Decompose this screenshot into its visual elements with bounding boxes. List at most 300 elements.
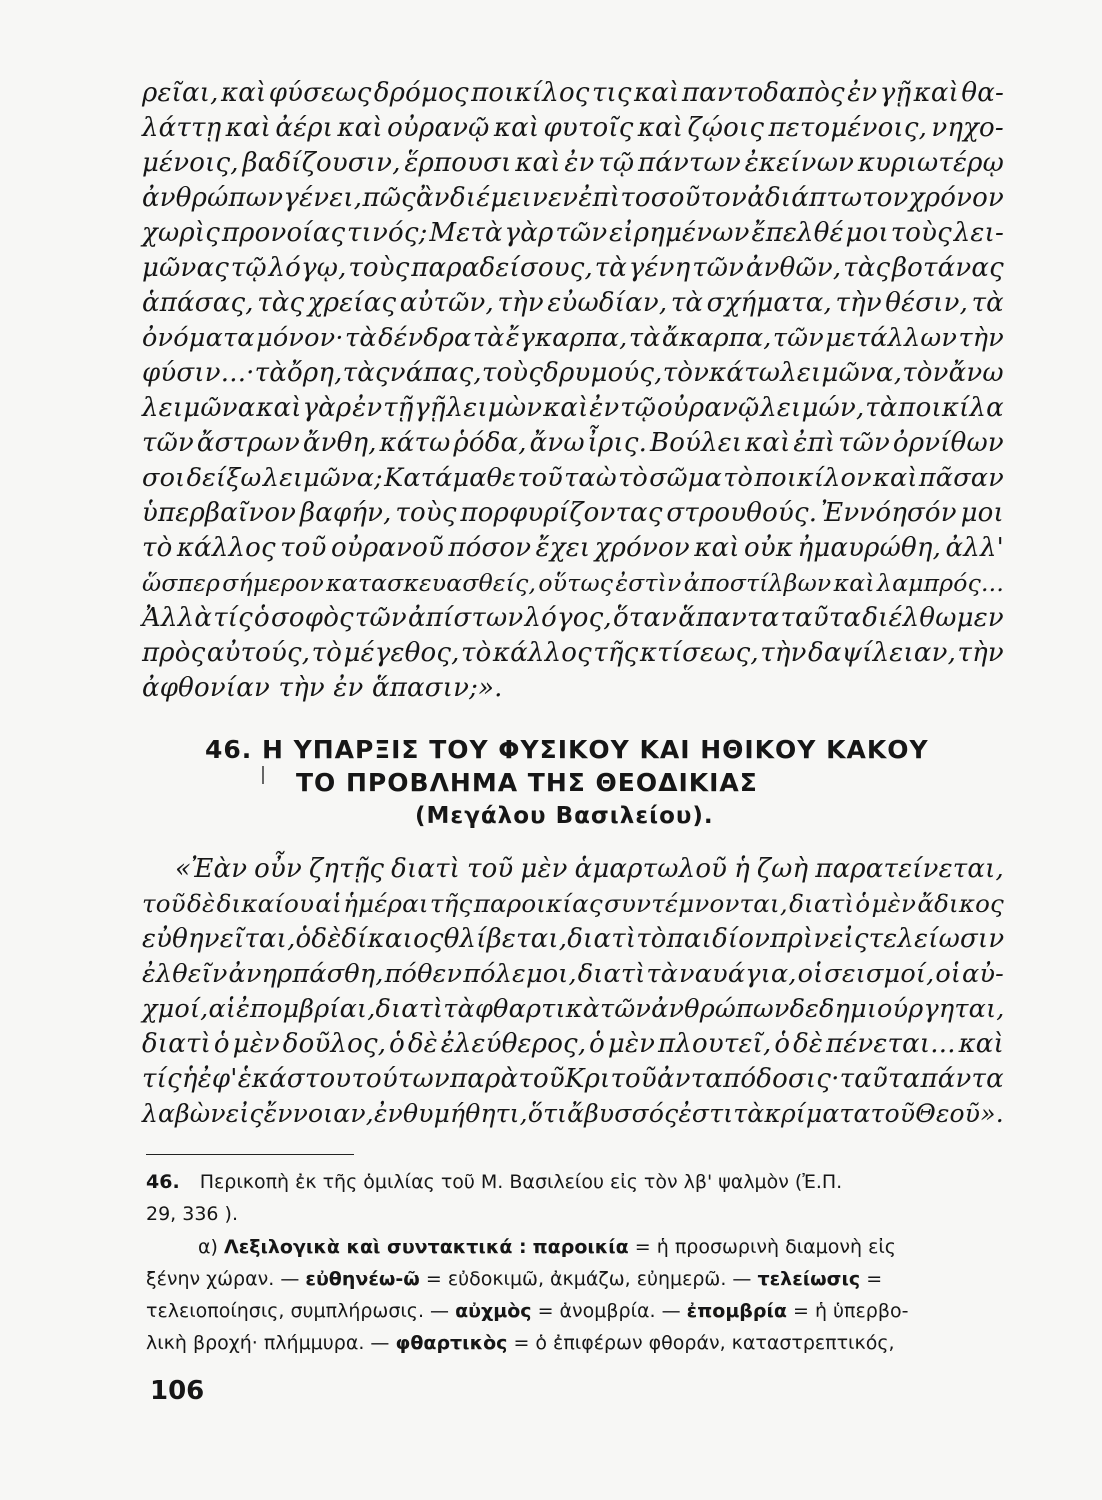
word: ἄδικος <box>917 889 1004 918</box>
word: γὰρ <box>504 218 554 248</box>
word: χρόνον <box>908 183 1004 213</box>
word: πόλεμοι, <box>463 959 577 989</box>
word: φθαρτικὰ <box>474 994 601 1024</box>
word: τὰ <box>254 358 287 388</box>
word: ἐλθεῖν <box>142 959 228 989</box>
word: τῷ <box>230 253 267 283</box>
word: ἐστι <box>678 1099 734 1128</box>
word: τὸ <box>636 924 667 954</box>
word: στρουθούς. <box>666 498 818 528</box>
term: παροικία <box>532 1236 629 1258</box>
text-line <box>175 852 1004 886</box>
definition: ξένην χώραν. — <box>146 1268 300 1290</box>
word: ἂν <box>416 183 450 213</box>
word: λειμῶνα; <box>262 463 383 493</box>
word: τῷ <box>620 393 657 423</box>
word: ἐστὶν <box>615 569 682 597</box>
word: ὅτι <box>527 1099 568 1128</box>
text-line <box>142 426 1004 460</box>
word: Μετὰ <box>429 218 503 248</box>
word: δικαίου <box>216 889 315 918</box>
word: λόγῳ, <box>268 253 347 283</box>
word: βαδίζουσιν, <box>242 148 401 178</box>
word: «Ἐὰν <box>175 854 248 884</box>
word: εἰς <box>225 1099 264 1128</box>
word: κάλλος <box>176 533 276 563</box>
word: ἶρις. <box>587 428 648 458</box>
word: ἄκαρπα, <box>661 323 772 353</box>
word: ρεῖαι, <box>142 78 219 108</box>
term: φθαρτικὸς <box>395 1332 508 1354</box>
word: ναυάγια, <box>679 959 797 989</box>
term: ἐπομβρία <box>686 1300 787 1322</box>
word: τὴν <box>957 638 1004 668</box>
word: καὶ <box>221 78 267 108</box>
word: διατὶ <box>391 854 461 884</box>
word: πῶς <box>362 183 416 213</box>
word: τῶν <box>772 323 824 353</box>
word: μοι <box>960 498 1004 528</box>
word: ὁ <box>389 1029 405 1059</box>
word: ἔπελθέ <box>751 218 844 248</box>
word: γῇ <box>414 393 446 423</box>
word: νηχο- <box>931 113 1004 143</box>
text-line <box>142 887 1004 921</box>
footnote-label: α) <box>198 1236 218 1258</box>
footnote-line <box>146 1265 1004 1293</box>
term: τελείωσις <box>757 1268 861 1290</box>
word: ὄρη, <box>287 358 343 388</box>
word: δίκαιος <box>341 924 444 954</box>
word: μὲν <box>607 1029 656 1059</box>
word: τῶν <box>142 428 194 458</box>
word: παρὰ <box>449 1064 519 1094</box>
word: ἐπομβρίαι, <box>236 994 376 1024</box>
text-line <box>142 111 1004 145</box>
word: ἀποστίλβων <box>683 569 832 597</box>
word: διατὶ <box>567 924 637 954</box>
definition: = ὁ ἐπιφέρων φθοράν, καταστρεπτικός, <box>513 1332 895 1354</box>
word: ὁ <box>589 1029 606 1059</box>
word: οὐρανοῦ <box>331 533 444 563</box>
word: προνοίας <box>221 218 346 248</box>
word: φύσεως <box>268 78 372 108</box>
word: τὸ <box>618 463 648 493</box>
text-line <box>142 601 1004 635</box>
footnote-number: 46. <box>146 1171 180 1193</box>
footnote-line <box>146 1297 1004 1325</box>
text-line <box>142 76 1004 110</box>
word: δοῦλος, <box>282 1029 387 1059</box>
word: διέμεινεν <box>449 183 579 213</box>
word: τὰ <box>472 323 505 353</box>
word: τοῦ <box>467 854 514 884</box>
word: ἀδιάπτωτον <box>747 183 909 213</box>
word: ζητῇς <box>308 854 385 884</box>
word: τὴν <box>835 288 882 318</box>
word: ἔννοιαν, <box>263 1099 374 1128</box>
word: ἐπὶ <box>578 183 621 213</box>
word: οὐκ <box>744 533 794 563</box>
word: λειμῶνα <box>142 393 256 423</box>
word: θα- <box>961 78 1004 108</box>
word: καὶ <box>634 78 680 108</box>
definition: = εὐδοκιμῶ, ἀκμάζω, εὐημερῶ. — <box>425 1268 752 1290</box>
word: ὁ <box>774 1029 791 1059</box>
term: αὐχμὸς <box>455 1300 532 1322</box>
word: τὸ <box>461 638 492 668</box>
word: διέλθωμεν <box>862 603 1004 633</box>
word: εὐωδίαν, <box>547 288 668 318</box>
definition: = ἡ προσωρινὴ διαμονὴ εἰς <box>634 1236 896 1258</box>
word: ὅταν <box>612 603 678 633</box>
word: παιδίον <box>666 924 771 954</box>
word: ἄνθη, <box>302 428 377 458</box>
word: ἐπὶ <box>793 428 836 458</box>
word: ταῦτα <box>780 603 862 633</box>
word: καὶ <box>256 393 302 423</box>
text-line <box>142 356 1004 390</box>
word: γῇ <box>879 78 912 108</box>
word: μὲν <box>871 889 917 918</box>
word: ἀλλ' <box>945 533 1004 563</box>
word: καὶ <box>515 148 561 178</box>
word: παροικίας <box>473 889 603 918</box>
word: πᾶσαν <box>918 463 1004 493</box>
word: δὲ <box>311 924 342 954</box>
word: χρόνον <box>594 533 690 563</box>
word: καὶ <box>913 78 960 108</box>
word: τὰ <box>971 288 1004 318</box>
word: τὰ <box>865 393 898 423</box>
word: λειμών, <box>760 393 865 423</box>
word: τοσοῦτον <box>620 183 748 213</box>
definition: λικὴ βροχή· πλήμμυρα. — <box>146 1332 390 1354</box>
word: ἐκείνων <box>744 148 855 178</box>
word: πρὶν <box>770 924 830 954</box>
text-line <box>142 391 1004 425</box>
word: δείξω <box>186 463 262 493</box>
word: σχήματα, <box>706 288 832 318</box>
word: τῆς <box>593 638 639 668</box>
word: δὲ <box>187 889 216 918</box>
word: δένδρα <box>378 323 472 353</box>
word: Ἐννόησόν <box>820 498 957 528</box>
word: τὰς <box>843 253 891 283</box>
word: ἡμέραι <box>343 889 429 918</box>
word: συντέμνονται, <box>604 889 788 918</box>
word: παρατείνεται, <box>815 854 1004 884</box>
word: ἐνθυμήθητι, <box>373 1099 528 1128</box>
text-line <box>142 181 1004 215</box>
word: λάττῃ <box>142 113 222 143</box>
word: πορφυρίζοντας <box>460 498 663 528</box>
word: τὰ <box>733 1099 765 1128</box>
word: χμοί, <box>142 994 209 1024</box>
word: κάτω <box>379 428 451 458</box>
word: πάντων <box>637 148 742 178</box>
word: διατὶ <box>577 959 646 989</box>
definition: = <box>866 1268 883 1290</box>
word: σήμερον <box>222 569 324 597</box>
word: κάλλος <box>492 638 592 668</box>
word: ἄστρων <box>196 428 301 458</box>
word: τὴν <box>760 638 807 668</box>
word: ζωὴ <box>756 854 809 884</box>
word: ἀπίστων <box>408 603 524 633</box>
word: καὶ <box>745 428 791 458</box>
word: ποικίλος <box>471 78 590 108</box>
word: τὰς <box>342 358 390 388</box>
word: ὁ <box>254 603 270 633</box>
word: ἑκάστου <box>237 1064 352 1094</box>
text-line <box>142 922 1004 956</box>
word: σῶμα <box>649 463 722 493</box>
footnote-text: Περικοπὴ ἐκ τῆς ὁμιλίας τοῦ Μ. Βασιλείου εἰς τὸν λβ' ψαλμὸν (Ἐ.Π. <box>199 1171 843 1193</box>
word: δαψίλειαν, <box>808 638 957 668</box>
word: θλίβεται, <box>443 924 568 954</box>
word: αὐτούς, <box>206 638 311 668</box>
text-line <box>142 531 1004 565</box>
word: τῶν <box>838 428 891 458</box>
footnote-rule <box>146 1154 354 1155</box>
word: ἀνταπόδοσις· <box>657 1064 840 1094</box>
word: ὑπερβαῖνον <box>142 498 297 528</box>
word: ῥόδα, <box>453 428 527 458</box>
word: ἡ <box>181 1064 198 1094</box>
word: χρείας <box>307 288 397 318</box>
word: ἐν <box>847 78 878 108</box>
section-heading: 46. Η ΥΠΑΡΞΙΣ ΤΟΥ ΦΥΣΙΚΟΥ ΚΑΙ ΗΘΙΚΟΥ ΚΑΚΟΥ <box>205 735 929 764</box>
word: τῶν <box>692 253 745 283</box>
word: αὐ- <box>962 959 1004 989</box>
text-line <box>142 461 1004 495</box>
word: καὶ <box>833 569 875 597</box>
word: Κριτοῦ <box>564 1064 657 1094</box>
word: διατὶ <box>142 1029 211 1059</box>
word: ζῴοις <box>687 113 765 143</box>
word: τοὺς <box>481 358 544 388</box>
word: τῶν <box>354 603 407 633</box>
word: λαμπρός... <box>876 569 1004 597</box>
word: ἅπαντα <box>678 603 780 633</box>
definition: τελειοποίησις, συμπλήρωσις. — <box>146 1300 450 1322</box>
word: τοῦ <box>142 889 186 918</box>
word: τὰ <box>628 323 661 353</box>
word: οὐρανῷ <box>656 393 760 423</box>
word: λαβὼν <box>142 1099 226 1128</box>
word: τὸ <box>723 463 754 493</box>
word: πένεται... <box>825 1029 956 1059</box>
text-line <box>142 992 1004 1026</box>
text-line <box>142 636 1004 670</box>
word: ἠμαυρώθη, <box>797 533 942 563</box>
word: ἐν <box>589 393 620 423</box>
word: ἄνω <box>529 428 585 458</box>
word: δὲ <box>407 1029 438 1059</box>
word: βοτάνας <box>891 253 1004 283</box>
word: ἐλεύθερος, <box>440 1029 587 1059</box>
word: τελείωσιν <box>868 924 1005 954</box>
word: οἱ <box>935 959 962 989</box>
text-line: ἀφθονίαν τὴν ἐν ἅπασιν;». <box>142 673 503 703</box>
word: τὴν <box>958 323 1004 353</box>
word: μοι <box>845 218 889 248</box>
word: καὶ <box>958 1029 1004 1059</box>
word: ἀέρι <box>275 113 334 143</box>
text-line <box>142 321 1004 355</box>
word: τὸν <box>662 358 710 388</box>
margin-mark <box>262 766 264 784</box>
word: τοὺς <box>395 498 457 528</box>
page-number: 106 <box>150 1376 205 1406</box>
word: ἀνθρώπων <box>142 183 284 213</box>
word: τὰ <box>345 323 377 353</box>
word: αἱ <box>315 889 342 918</box>
word: οὕτως <box>538 569 614 597</box>
text-line <box>142 496 1004 530</box>
word: Κατάμαθε <box>384 463 517 493</box>
text-line <box>142 1062 1004 1096</box>
footnote-subtitle: Λεξιλογικὰ καὶ συντακτικά : <box>223 1236 527 1258</box>
word: κατασκευασθείς, <box>326 569 537 597</box>
word: καὶ <box>225 113 272 143</box>
word: ποικίλα <box>898 393 1004 423</box>
text-line <box>142 216 1004 250</box>
word: ἐν <box>352 393 383 423</box>
word: νάπας, <box>389 358 482 388</box>
word: ἔχει <box>535 533 591 563</box>
word: μένοις, <box>142 148 239 178</box>
word: λει- <box>953 218 1004 248</box>
word: οἱ <box>797 959 824 989</box>
word: πρὸς <box>142 638 206 668</box>
term: εὐθηνέω-ῶ <box>305 1268 420 1290</box>
text-line <box>142 251 1004 285</box>
word: τοῦ <box>280 533 327 563</box>
word: δεδημιούργηται, <box>789 994 1005 1024</box>
word: ὁ <box>213 1029 230 1059</box>
word: χωρὶς <box>142 218 220 248</box>
word: Θεοῦ». <box>915 1099 1004 1128</box>
word: γένει, <box>283 183 363 213</box>
word: τὸ <box>142 533 173 563</box>
text-line <box>142 1097 1004 1131</box>
word: διατὶ <box>375 994 444 1024</box>
word: τὴν <box>497 288 544 318</box>
word: καὶ <box>637 113 684 143</box>
word: πλουτεῖ, <box>658 1029 772 1059</box>
footnote-line <box>198 1233 1004 1261</box>
word: τίς <box>213 603 253 633</box>
footnote-line <box>146 1168 1004 1196</box>
word: γὰρ <box>302 393 352 423</box>
word: ἄβυσσός <box>567 1099 679 1128</box>
word: καὶ <box>337 113 383 143</box>
word: καὶ <box>694 533 740 563</box>
word: ἄνω <box>948 358 1004 388</box>
word: οὖν <box>254 854 303 884</box>
text-line <box>142 1027 1004 1061</box>
word: σοι <box>142 463 186 493</box>
word: ὁ <box>855 889 871 918</box>
word: κτίσεως, <box>639 638 759 668</box>
word: Ἀλλὰ <box>142 603 213 633</box>
word: δρόμος <box>373 78 469 108</box>
word: αἱ <box>208 994 237 1024</box>
word: κυριωτέρῳ <box>857 148 1004 178</box>
word: ταῦτα <box>839 1064 921 1094</box>
word: ἀνηρπάσθη, <box>228 959 384 989</box>
word: τῶν <box>555 218 608 248</box>
word: τὸν <box>902 358 949 388</box>
word: Βούλει <box>649 428 743 458</box>
word: τὰ <box>646 959 679 989</box>
word: λειμῶνα, <box>780 358 903 388</box>
word: τούτων <box>351 1064 450 1094</box>
word: μέγεθος, <box>343 638 460 668</box>
word: τὰ <box>443 994 475 1024</box>
word: πετομένοις, <box>768 113 928 143</box>
word: μὲν <box>520 854 568 884</box>
word: τὰ <box>594 253 628 283</box>
word: βαφήν, <box>299 498 392 528</box>
word: ὀρνίθων <box>892 428 1004 458</box>
word: ἐν <box>564 148 595 178</box>
word: ἕρπουσι <box>404 148 512 178</box>
word: μόνον· <box>256 323 344 353</box>
word: οὐρανῷ <box>387 113 490 143</box>
word: φύσιν...· <box>142 358 255 388</box>
word: ὥσπερ <box>142 569 221 597</box>
definition: = ἀνομβρία. — <box>537 1300 681 1322</box>
footnote-line: 29, 336 ). <box>146 1203 239 1225</box>
text-line <box>142 286 1004 320</box>
word: τὸ <box>311 638 343 668</box>
word: καὶ <box>543 393 589 423</box>
word: ὁ <box>295 924 312 954</box>
word: αὐτῶν, <box>399 288 494 318</box>
footnote-line <box>146 1329 1004 1357</box>
word: τοὺς <box>348 253 410 283</box>
word: ἁπάσας, <box>142 288 254 318</box>
word: πόθεν <box>384 959 463 989</box>
text-line <box>142 957 1004 991</box>
word: ἐφ' <box>197 1064 238 1094</box>
word: δὲ <box>793 1029 824 1059</box>
word: γένη <box>628 253 691 283</box>
word: δρυμούς, <box>543 358 663 388</box>
word: πάντα <box>920 1064 1004 1094</box>
word: λόγος, <box>524 603 612 633</box>
word: τῶν <box>600 994 652 1024</box>
word: τινός; <box>347 218 428 248</box>
word: κάτω <box>709 358 781 388</box>
word: ἔγκαρπα, <box>505 323 628 353</box>
word: φυτοῖς <box>543 113 634 143</box>
word: εὐθηνεῖται, <box>142 924 296 954</box>
word: τοῦ <box>870 1099 916 1128</box>
word: ἀνθῶν, <box>745 253 842 283</box>
definition: = ἡ ὑπερβο- <box>793 1300 909 1322</box>
word: τίς <box>142 1064 182 1094</box>
word: ἁμαρτωλοῦ <box>574 854 728 884</box>
word: εἰρημένων <box>609 218 750 248</box>
word: σοφὸς <box>270 603 354 633</box>
word: τὰ <box>670 288 704 318</box>
word: μὲν <box>232 1029 280 1059</box>
word: τις <box>591 78 632 108</box>
